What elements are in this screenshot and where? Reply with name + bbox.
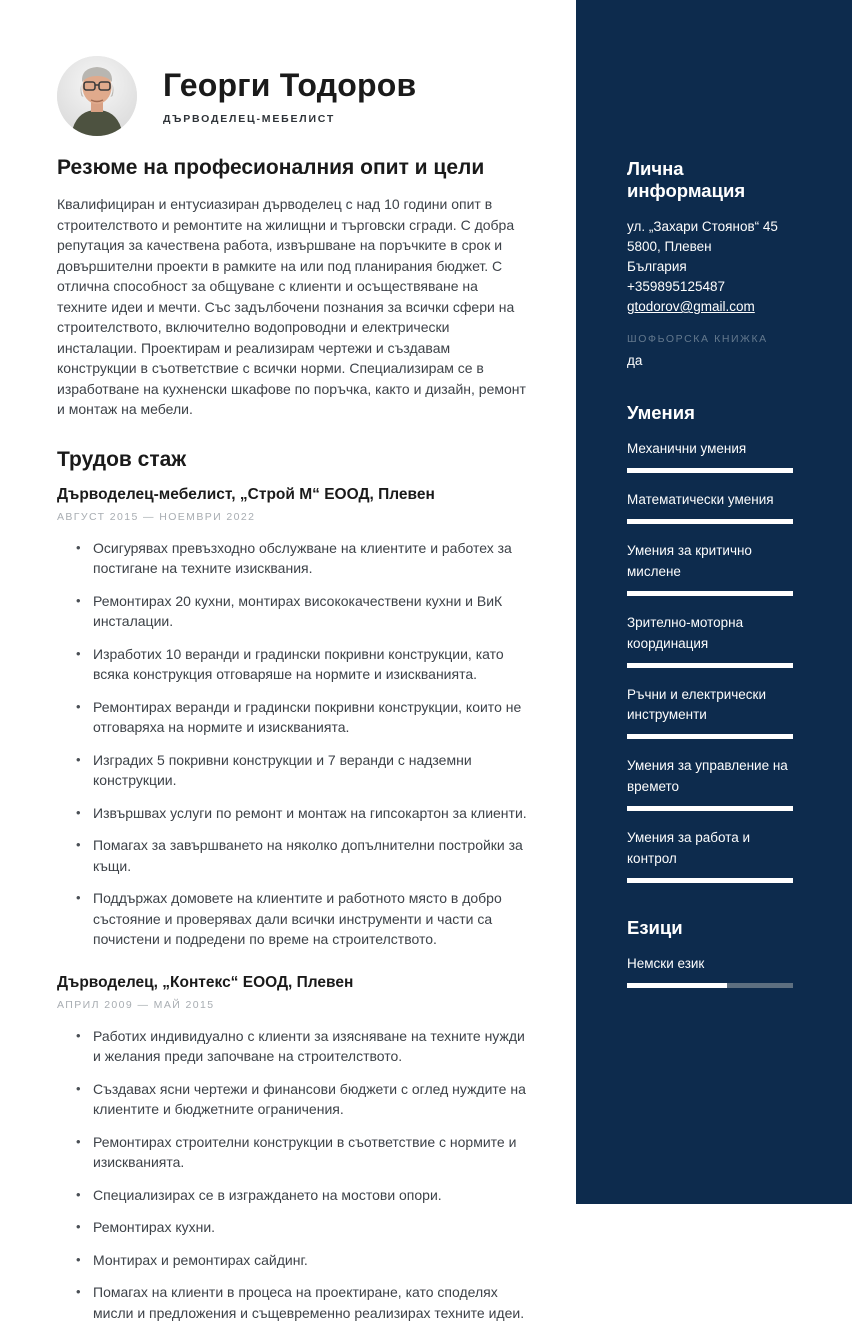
skill-item [627, 490, 793, 524]
job-bullet-list [93, 538, 530, 950]
skill-bar-fill [627, 468, 793, 473]
personal-info-heading: Лична информация [627, 158, 793, 202]
employment-section [57, 448, 530, 1323]
skill-bar-fill [627, 591, 793, 596]
personal-info-section [627, 158, 793, 368]
job-bullet: • Поддържах домовете на клиентите и работното място в добро състояние и проверявах дали всички инструменти и части са почистени и подредени по време на строителството. [93, 888, 530, 950]
employment-heading: Трудов стаж [57, 448, 530, 472]
language-label: Немски език [627, 954, 793, 975]
skill-bar-fill [627, 734, 793, 739]
resume-header [57, 56, 530, 136]
candidate-job-title: ДЪРВОДЕЛЕЦ-МЕБЕЛИСТ [163, 113, 416, 125]
skills-section [627, 402, 793, 883]
skill-item [627, 541, 793, 596]
skill-label: Математически умения [627, 490, 793, 511]
language-bar-fill [627, 983, 727, 988]
address-street: ул. „Захари Стоянов“ 45 [627, 217, 793, 237]
job-bullet: • Ремонтирах строителни конструкции в съответствие с нормите и изискванията. [93, 1132, 530, 1173]
skill-bar-track [627, 734, 793, 739]
address-city: 5800, Плевен [627, 237, 793, 257]
portrait-man-glasses-icon [57, 56, 137, 136]
skill-item [627, 828, 793, 883]
skill-bar-fill [627, 878, 793, 883]
skill-label: Умения за критично мислене [627, 541, 793, 583]
skill-bar-track [627, 663, 793, 668]
driving-license-label: ШОФЬОРСКА КНИЖКА [627, 333, 793, 345]
job-dates: АПРИЛ 2009 — МАЙ 2015 [57, 999, 530, 1011]
email-link[interactable]: gtodorov@gmail.com [627, 297, 755, 317]
header-text [163, 67, 416, 125]
job-bullet: • Работих индивидуално с клиенти за изясняване на техните нужди и желания преди започване на строителството. [93, 1026, 530, 1067]
job-title: Дърводелец-мебелист, „Строй М“ ЕООД, Плевен [57, 486, 530, 504]
job-entry [57, 486, 530, 950]
skill-bar-track [627, 878, 793, 883]
job-bullet: • Ремонтирах веранди и градински покривни конструкции, които не отговаряха на нормите и изискванията. [93, 697, 530, 738]
job-bullet: • Изработих 10 веранди и градински покривни конструкции, като всяка конструкция отговаряше на нормите и изискванията. [93, 644, 530, 685]
skill-bar-track [627, 468, 793, 473]
summary-section [57, 156, 530, 420]
skill-bar-track [627, 806, 793, 811]
job-dates: АВГУСТ 2015 — НОЕМВРИ 2022 [57, 511, 530, 523]
job-bullet: • Създавах ясни чертежи и финансови бюджети с оглед нуждите на клиентите и бюджетните ограничения. [93, 1079, 530, 1120]
job-entry [57, 974, 530, 1323]
job-bullet: • Осигурявах превъзходно обслужване на клиентите и работех за постигане на техните изисквания. [93, 538, 530, 579]
skill-label: Ръчни и електрически инструменти [627, 685, 793, 727]
skill-bar-fill [627, 519, 793, 524]
summary-heading: Резюме на професионалния опит и цели [57, 156, 530, 180]
job-bullet: • Извършвах услуги по ремонт и монтаж на гипсокартон за клиенти. [93, 803, 530, 824]
job-bullet-list [93, 1026, 530, 1323]
languages-heading: Езици [627, 917, 793, 939]
skill-label: Механични умения [627, 439, 793, 460]
summary-text: Квалифициран и ентусиазиран дърводелец с над 10 години опит в строителството и ремонтите на жилищни и търговски сгради. С добра репутация за качествена работа, извършване на поръчките в срок и довършителни проекти в рамките на или под планирания бюджет. С отлична способност за общуване с клиенти и осъществяване на техните идеи и мечти. Със задълбочени познания за всички сфери на строителството, включително водопроводни и електрически инсталации. Проектирам и реализирам чертежи и създавам конструкции в съответствие с всички норми. Специализирам се в изработване на кухненски шкафове по поръчка, както и дизайн, ремонт и монтаж на мебели. [57, 194, 530, 420]
job-bullet: • Ремонтирах 20 кухни, монтирах висококачествени кухни и ВиК инсталации. [93, 591, 530, 632]
skill-item [627, 685, 793, 740]
language-bar-track [627, 983, 793, 988]
sidebar [576, 0, 852, 1204]
skill-bar-track [627, 591, 793, 596]
skill-bar-track [627, 519, 793, 524]
skill-bar-fill [627, 806, 793, 811]
job-bullet: • Изградих 5 покривни конструкции и 7 веранди с надземни конструкции. [93, 750, 530, 791]
skill-item [627, 613, 793, 668]
job-bullet: • Помагах за завършването на няколко допълнителни постройки за къщи. [93, 835, 530, 876]
skill-label: Умения за работа и контрол [627, 828, 793, 870]
skill-label: Зрително-моторна координация [627, 613, 793, 655]
phone-number: +359895125487 [627, 277, 793, 297]
job-bullet: • Специализирах се в изграждането на мостови опори. [93, 1185, 530, 1206]
job-bullet: • Монтирах и ремонтирах сайдинг. [93, 1250, 530, 1271]
skill-label: Умения за управление на времето [627, 756, 793, 798]
candidate-name: Георги Тодоров [163, 67, 416, 104]
skills-heading: Умения [627, 402, 793, 424]
address-country: България [627, 257, 793, 277]
job-title: Дърводелец, „Контекс“ ЕООД, Плевен [57, 974, 530, 992]
languages-list [627, 954, 793, 988]
job-bullet: • Ремонтирах кухни. [93, 1217, 530, 1238]
profile-photo [57, 56, 137, 136]
skill-item [627, 439, 793, 473]
skills-list [627, 439, 793, 883]
driving-license-value: да [627, 353, 793, 368]
languages-section [627, 917, 793, 988]
job-bullet: • Помагах на клиенти в процеса на проектиране, като споделях мисли и предложения и същевременно реализирах техните идеи. [93, 1282, 530, 1323]
skill-bar-fill [627, 663, 793, 668]
language-item [627, 954, 793, 988]
skill-item [627, 756, 793, 811]
